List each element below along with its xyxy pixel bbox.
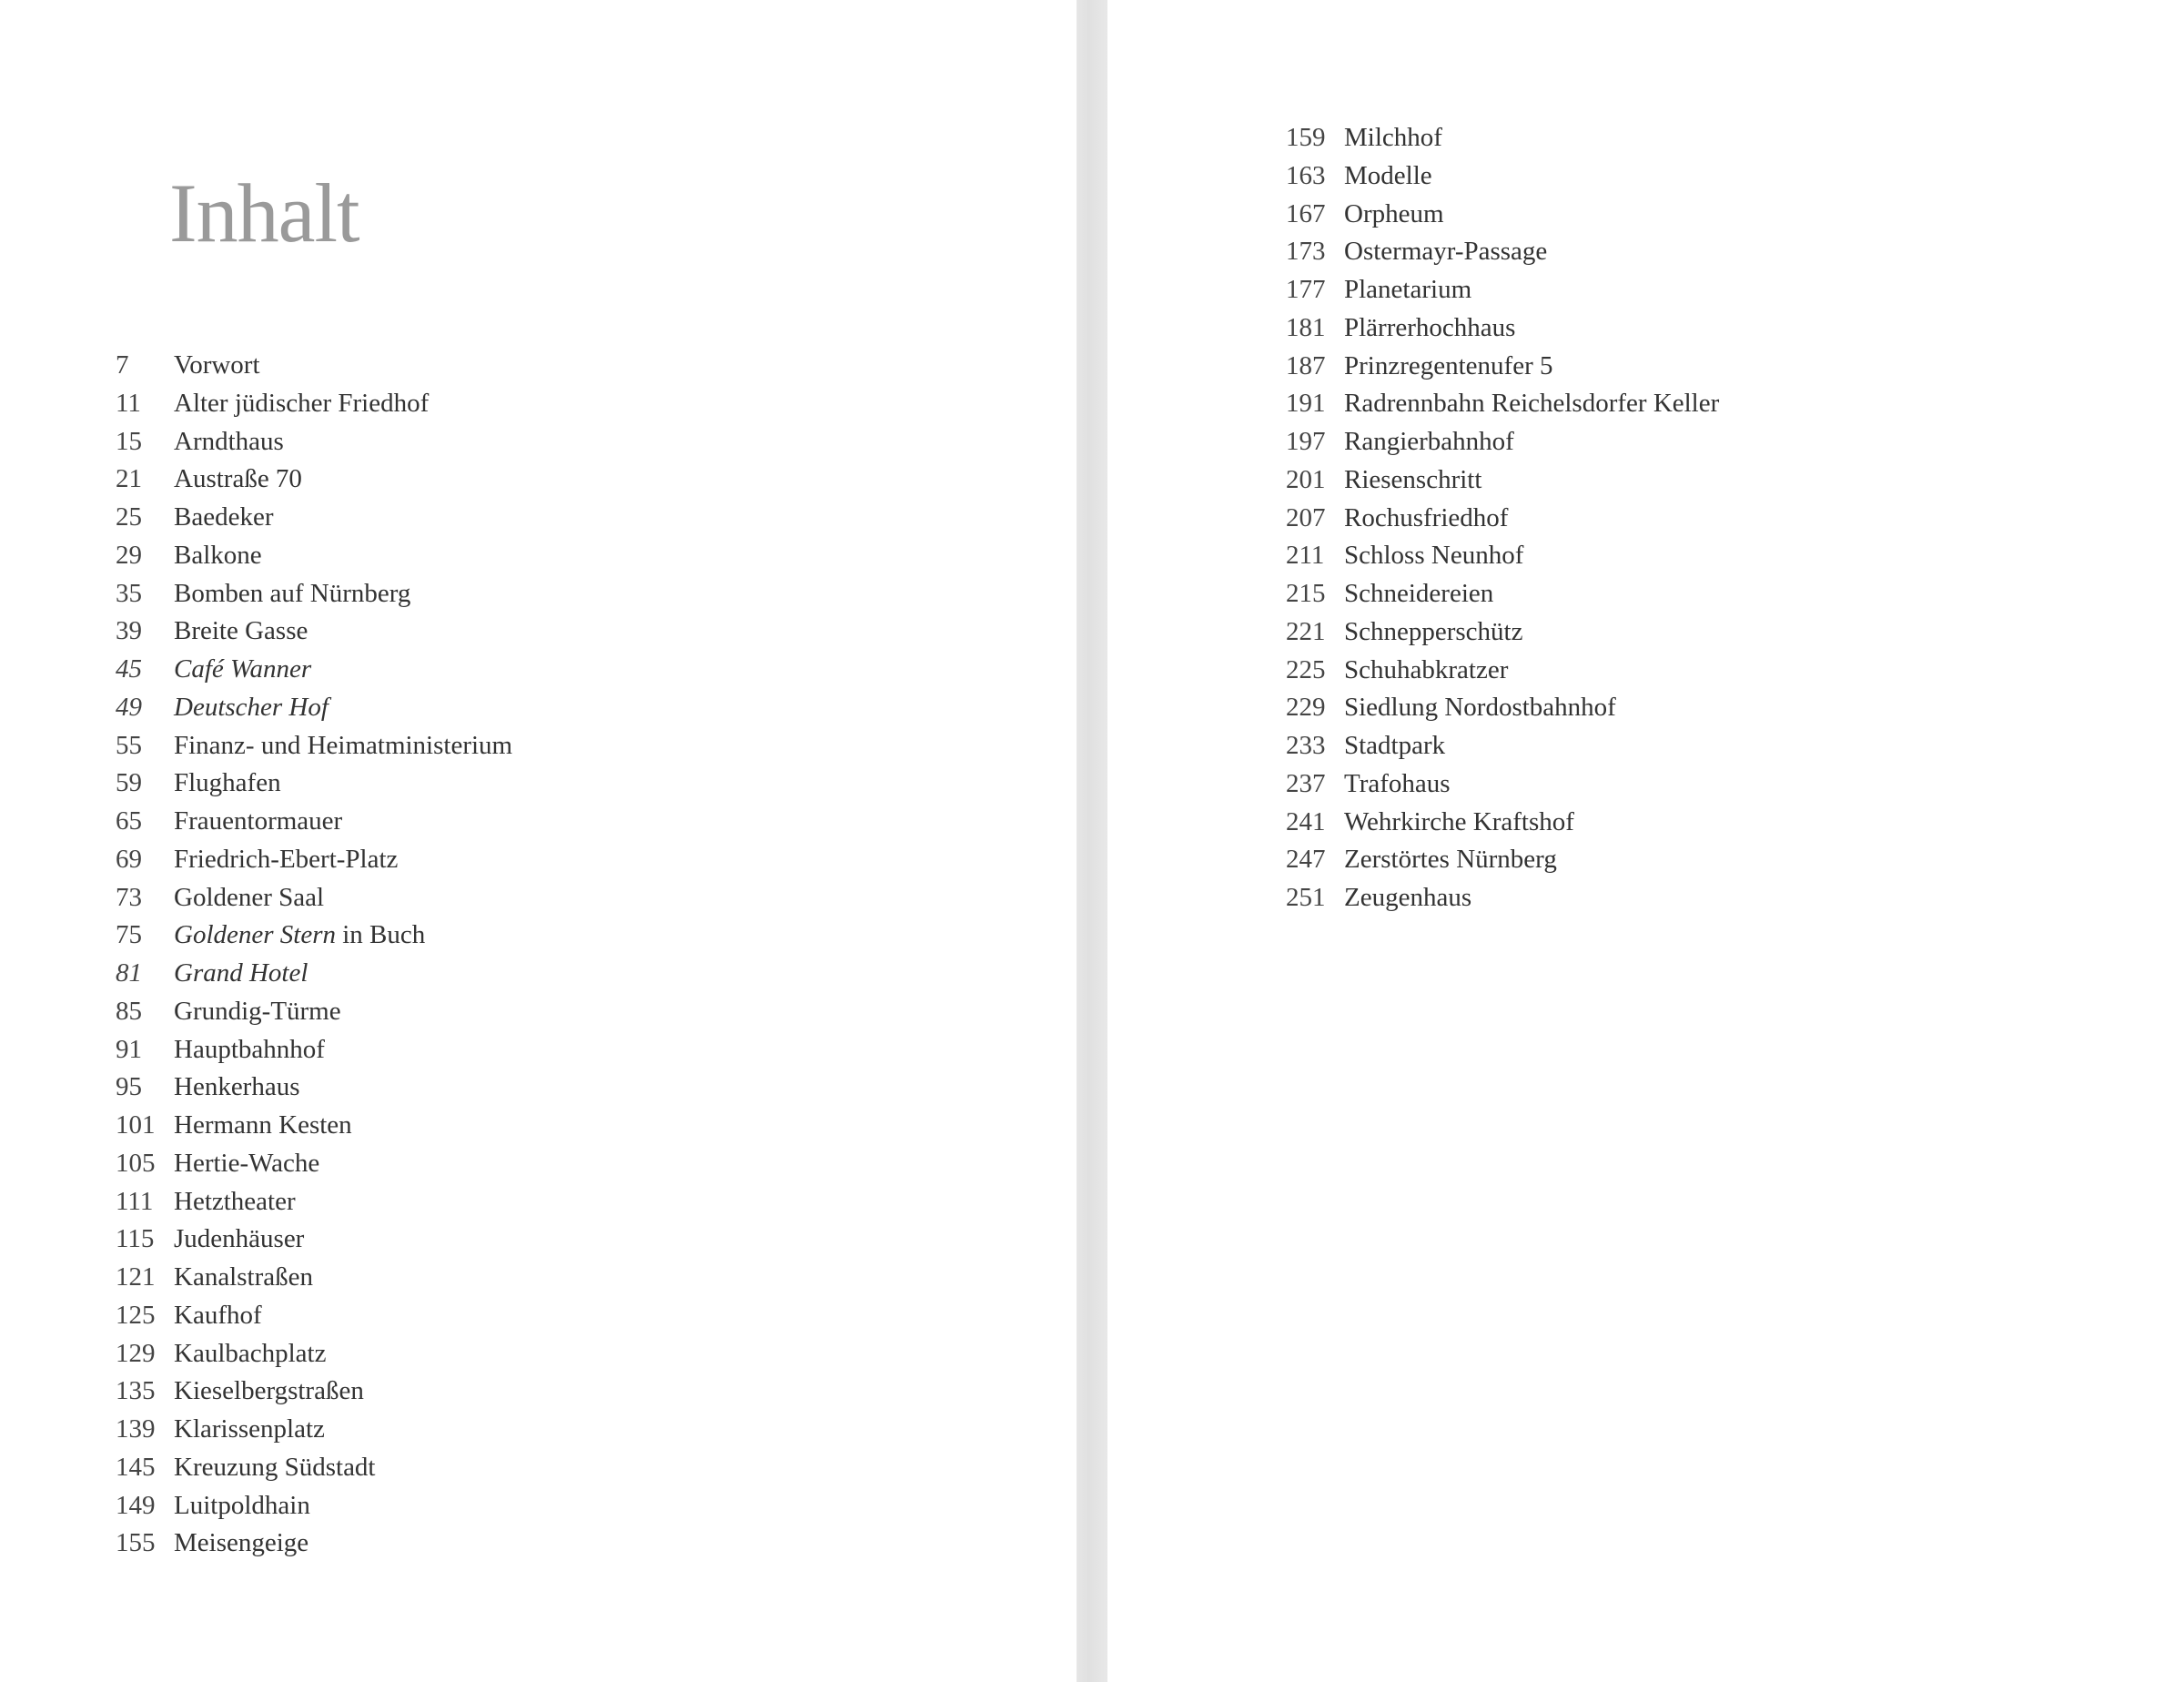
toc-title: Flughafen bbox=[174, 768, 281, 798]
toc-entry bbox=[1286, 652, 1719, 690]
toc-entry bbox=[116, 1449, 512, 1487]
toc-title: Austraße 70 bbox=[174, 464, 302, 494]
toc-title bbox=[174, 654, 311, 684]
toc-page-number: 55 bbox=[116, 730, 142, 760]
toc-entry bbox=[1286, 233, 1719, 271]
toc-entry bbox=[1286, 500, 1719, 538]
toc-page-number: 201 bbox=[1286, 464, 1326, 494]
toc-page-number: 105 bbox=[116, 1148, 156, 1178]
toc-entry bbox=[116, 1221, 512, 1259]
toc-title: Trafohaus bbox=[1344, 768, 1451, 798]
toc-page-number: 59 bbox=[116, 768, 142, 798]
toc-page-number: 29 bbox=[116, 540, 142, 570]
book-gutter bbox=[1077, 0, 1107, 1682]
toc-entry bbox=[116, 1411, 512, 1449]
toc-page-number: 191 bbox=[1286, 389, 1326, 419]
toc-title: Schnepperschütz bbox=[1344, 616, 1523, 646]
toc-title: Planetarium bbox=[1344, 275, 1472, 304]
toc-entry bbox=[1286, 689, 1719, 727]
toc-title: Friedrich-Ebert-Platz bbox=[174, 844, 399, 874]
toc-page-number: 225 bbox=[1286, 654, 1326, 684]
toc-entry bbox=[116, 499, 512, 537]
toc-title: Bomben auf Nürnberg bbox=[174, 578, 411, 608]
toc-page-number: 197 bbox=[1286, 427, 1326, 456]
toc-page-number: 215 bbox=[1286, 579, 1326, 608]
toc-page-number: 91 bbox=[116, 1034, 142, 1064]
page-title: Inhalt bbox=[169, 167, 359, 259]
toc-title: Henkerhaus bbox=[174, 1072, 300, 1102]
toc-page-number: 241 bbox=[1286, 806, 1326, 836]
toc-entry bbox=[116, 803, 512, 841]
toc-title: Luitpoldhain bbox=[174, 1490, 310, 1520]
toc-entry bbox=[116, 1069, 512, 1107]
toc-entry bbox=[1286, 119, 1719, 157]
toc-title: Riesenschritt bbox=[1344, 464, 1482, 494]
toc-entry bbox=[116, 727, 512, 765]
toc-entry bbox=[116, 1525, 512, 1563]
toc-title: Rochusfriedhof bbox=[1344, 502, 1509, 532]
toc-entry bbox=[116, 575, 512, 613]
toc-entry bbox=[116, 841, 512, 879]
toc-title: Modelle bbox=[1344, 160, 1432, 190]
toc-title: Breite Gasse bbox=[174, 616, 308, 646]
toc-entry bbox=[116, 917, 512, 955]
toc-title: Goldener Saal bbox=[174, 882, 325, 912]
toc-entry bbox=[116, 879, 512, 917]
toc-title: Kreuzung Südstadt bbox=[174, 1452, 376, 1482]
toc-page-number: 149 bbox=[116, 1490, 156, 1520]
toc-title: Grundig-Türme bbox=[174, 996, 341, 1026]
toc-page-number: 247 bbox=[1286, 845, 1326, 875]
toc-title: Rangierbahnhof bbox=[1344, 427, 1514, 456]
toc-title: Meisengeige bbox=[174, 1528, 309, 1558]
toc-entry bbox=[116, 1145, 512, 1183]
toc-title: Balkone bbox=[174, 540, 262, 570]
toc-title: Milchhof bbox=[1344, 123, 1442, 152]
toc-title: Vorwort bbox=[174, 350, 260, 380]
toc-entry bbox=[116, 1107, 512, 1145]
toc-title-italic: Café Wanner bbox=[174, 654, 312, 684]
toc-title: Kaulbachplatz bbox=[174, 1338, 327, 1368]
toc-page-number: 155 bbox=[116, 1528, 156, 1558]
toc-title: Hetztheater bbox=[174, 1186, 296, 1216]
toc-title: Klarissenplatz bbox=[174, 1414, 325, 1444]
toc-title: Schloss Neunhof bbox=[1344, 541, 1524, 571]
toc-title bbox=[174, 958, 308, 988]
toc-entry bbox=[1286, 613, 1719, 652]
toc-entry bbox=[1286, 765, 1719, 804]
toc-entry bbox=[1286, 423, 1719, 461]
toc-title: Hermann Kesten bbox=[174, 1110, 352, 1140]
toc-page-number: 69 bbox=[116, 844, 142, 874]
toc-page-number: 15 bbox=[116, 426, 142, 456]
toc-list-right bbox=[1286, 119, 1719, 917]
toc-title: Alter jüdischer Friedhof bbox=[174, 388, 430, 418]
toc-entry bbox=[116, 1335, 512, 1373]
toc-title: Ostermayr-Passage bbox=[1344, 237, 1548, 267]
toc-entry bbox=[1286, 271, 1719, 309]
toc-entry bbox=[1286, 575, 1719, 613]
toc-title-italic: Goldener Stern bbox=[174, 920, 336, 950]
toc-title-italic: Grand Hotel bbox=[174, 958, 308, 988]
toc-title: Kanalstraßen bbox=[174, 1262, 313, 1292]
toc-page-number: 139 bbox=[116, 1414, 156, 1444]
toc-title: Hauptbahnhof bbox=[174, 1034, 325, 1064]
toc-entry bbox=[1286, 879, 1719, 917]
toc-page-number: 39 bbox=[116, 616, 142, 646]
right-page bbox=[1107, 0, 2184, 1682]
toc-page-number: 233 bbox=[1286, 731, 1326, 760]
toc-page-number: 181 bbox=[1286, 312, 1326, 342]
toc-title: Stadtpark bbox=[1344, 731, 1446, 760]
toc-page-number: 129 bbox=[116, 1338, 156, 1368]
toc-title-italic: Deutscher Hof bbox=[174, 692, 329, 722]
toc-page-number: 111 bbox=[116, 1186, 154, 1216]
toc-entry bbox=[1286, 537, 1719, 575]
toc-page-number: 211 bbox=[1286, 541, 1325, 571]
toc-entry bbox=[116, 537, 512, 575]
toc-page-number: 251 bbox=[1286, 883, 1326, 912]
toc-title: Baedeker bbox=[174, 502, 274, 532]
toc-title: Arndthaus bbox=[174, 426, 284, 456]
toc-page-number: 173 bbox=[1286, 237, 1326, 267]
toc-page-number: 207 bbox=[1286, 502, 1326, 532]
toc-entry bbox=[1286, 309, 1719, 348]
toc-title: Finanz- und Heimatministerium bbox=[174, 730, 513, 760]
toc-page-number: 121 bbox=[116, 1262, 156, 1292]
toc-entry bbox=[116, 1183, 512, 1221]
toc-page-number: 75 bbox=[116, 920, 142, 950]
toc-page-number: 115 bbox=[116, 1224, 155, 1254]
toc-page-number: 163 bbox=[1286, 160, 1326, 190]
toc-title: Siedlung Nordostbahnhof bbox=[1344, 693, 1616, 723]
toc-title: Prinzregentenufer 5 bbox=[1344, 350, 1553, 380]
toc-page-number: 125 bbox=[116, 1300, 156, 1330]
toc-title: Frauentormauer bbox=[174, 806, 343, 836]
toc-entry bbox=[1286, 348, 1719, 386]
toc-title: Plärrerhochhaus bbox=[1344, 312, 1516, 342]
toc-page-number: 237 bbox=[1286, 768, 1326, 798]
toc-title: Orpheum bbox=[1344, 198, 1444, 228]
toc-entry bbox=[116, 613, 512, 651]
toc-page-number: 49 bbox=[116, 692, 142, 722]
toc-title: Hertie-Wache bbox=[174, 1148, 320, 1178]
toc-entry bbox=[116, 1259, 512, 1297]
toc-page-number: 45 bbox=[116, 654, 142, 684]
toc-page-number: 25 bbox=[116, 502, 142, 532]
toc-page-number: 159 bbox=[1286, 123, 1326, 152]
toc-title bbox=[174, 920, 425, 949]
toc-page-number: 65 bbox=[116, 806, 142, 836]
toc-page-number: 35 bbox=[116, 578, 142, 608]
toc-entry bbox=[116, 385, 512, 423]
toc-title: Zerstörtes Nürnberg bbox=[1344, 845, 1557, 875]
toc-page-number: 187 bbox=[1286, 350, 1326, 380]
toc-entry bbox=[116, 1487, 512, 1525]
toc-page-number: 177 bbox=[1286, 275, 1326, 304]
toc-entry bbox=[116, 955, 512, 993]
toc-page-number: 95 bbox=[116, 1072, 142, 1102]
toc-page-number: 7 bbox=[116, 350, 129, 380]
toc-page-number: 167 bbox=[1286, 198, 1326, 228]
toc-title-suffix: in Buch bbox=[336, 920, 426, 950]
toc-page-number: 135 bbox=[116, 1376, 156, 1406]
toc-page-number: 101 bbox=[116, 1110, 156, 1140]
toc-title: Kieselbergstraßen bbox=[174, 1376, 364, 1406]
toc-page-number: 81 bbox=[116, 958, 142, 988]
toc-entry bbox=[1286, 461, 1719, 500]
toc-entry bbox=[1286, 196, 1719, 234]
toc-page-number: 11 bbox=[116, 388, 141, 418]
toc-entry bbox=[1286, 385, 1719, 423]
toc-title: Wehrkirche Kraftshof bbox=[1344, 806, 1574, 836]
toc-title: Judenhäuser bbox=[174, 1224, 305, 1254]
toc-title: Schneidereien bbox=[1344, 579, 1494, 608]
toc-page-number: 145 bbox=[116, 1452, 156, 1482]
toc-title: Zeugenhaus bbox=[1344, 883, 1472, 912]
toc-title: Kaufhof bbox=[174, 1300, 262, 1330]
toc-entry bbox=[116, 423, 512, 461]
toc-entry bbox=[116, 651, 512, 689]
toc-entry bbox=[116, 765, 512, 803]
toc-page-number: 73 bbox=[116, 882, 142, 912]
toc-list-left bbox=[116, 347, 512, 1563]
toc-entry bbox=[116, 1373, 512, 1411]
toc-page-number: 221 bbox=[1286, 616, 1326, 646]
toc-title bbox=[174, 693, 329, 722]
toc-entry bbox=[116, 347, 512, 385]
toc-title: Schuhabkratzer bbox=[1344, 654, 1509, 684]
toc-entry bbox=[116, 461, 512, 499]
toc-page-number: 85 bbox=[116, 996, 142, 1026]
toc-entry bbox=[116, 1297, 512, 1335]
toc-page-number: 21 bbox=[116, 464, 142, 494]
toc-entry bbox=[1286, 804, 1719, 842]
toc-entry bbox=[116, 689, 512, 727]
toc-entry bbox=[116, 993, 512, 1031]
left-page bbox=[0, 0, 1077, 1682]
toc-title: Radrennbahn Reichelsdorfer Keller bbox=[1344, 389, 1720, 419]
toc-page-number: 229 bbox=[1286, 693, 1326, 723]
toc-entry bbox=[1286, 157, 1719, 196]
toc-entry bbox=[1286, 841, 1719, 879]
toc-entry bbox=[1286, 727, 1719, 765]
toc-entry bbox=[116, 1031, 512, 1069]
